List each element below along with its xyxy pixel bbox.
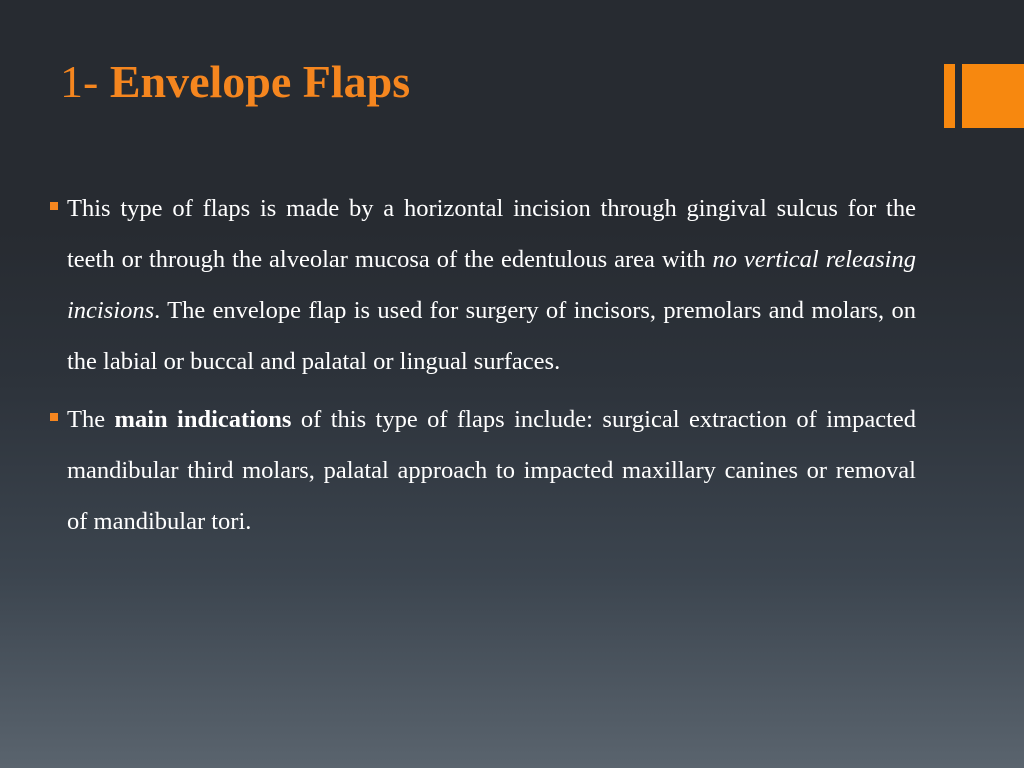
slide-content xyxy=(48,183,916,554)
bullet-square-icon xyxy=(50,202,58,210)
bullet-text: The xyxy=(67,406,115,433)
bullet-text: of this type of flaps include: surgical extraction of impacted mandibular third molars, palatal approach to impacted maxillary canines or removal of mandibular tori. xyxy=(67,406,916,535)
bullet-square-icon xyxy=(50,413,58,421)
bullet-text: . The envelope flap is used for surgery of incisors, premolars and molars, on the labial or buccal and palatal or lingual surfaces. xyxy=(67,297,916,375)
decorative-bar-thick xyxy=(962,64,1024,128)
bullet-item xyxy=(48,394,916,547)
title-text: Envelope Flaps xyxy=(109,56,411,107)
decorative-bar-thin xyxy=(944,64,955,128)
bullet-item xyxy=(48,183,916,387)
bullet-italic-text: no vertical releasing incisions xyxy=(67,246,916,324)
bullet-bold-text: main indications xyxy=(114,406,292,433)
title-number: 1- xyxy=(60,56,99,107)
bullet-text: This type of flaps is made by a horizontal incision through gingival sulcus for the teeth or through the alveolar mucosa of the edentulous area with xyxy=(67,195,916,273)
slide-title xyxy=(60,52,410,112)
